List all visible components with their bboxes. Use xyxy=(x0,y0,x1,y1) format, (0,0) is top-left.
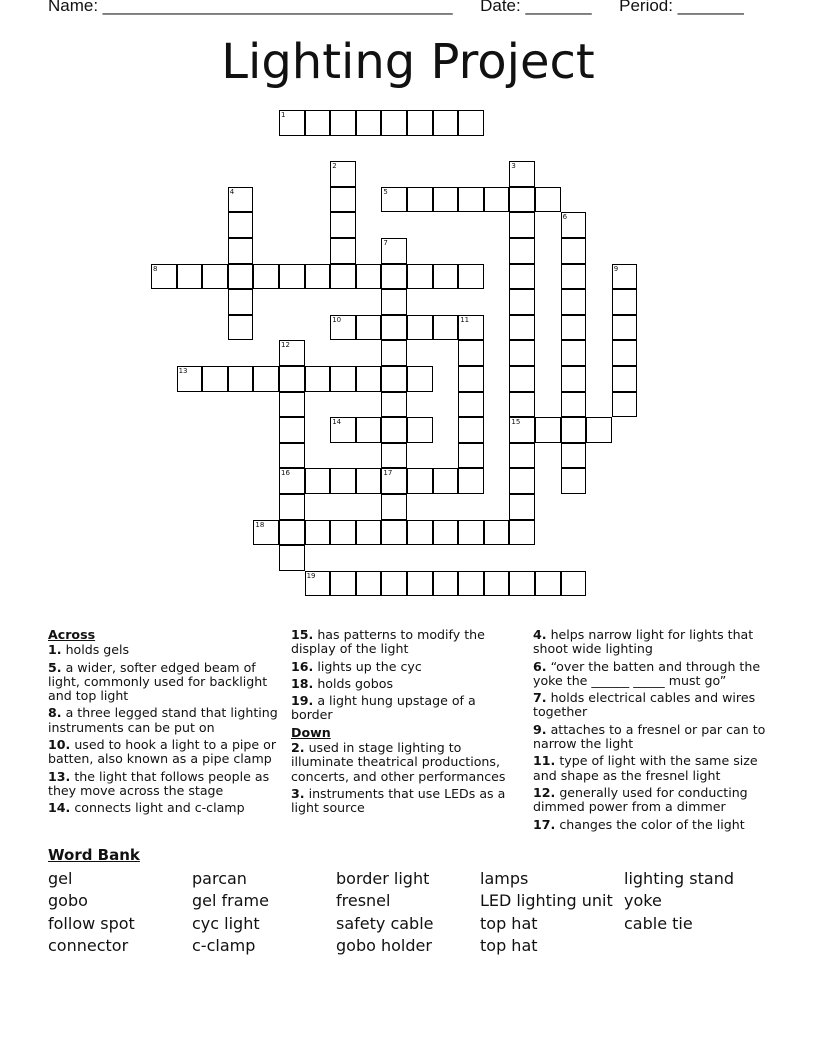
clue-label: 14. xyxy=(48,800,71,816)
clue-label: 1. xyxy=(48,642,62,658)
page-title: Lighting Project xyxy=(221,34,595,90)
across-clue xyxy=(48,801,280,815)
grid-cell[interactable] xyxy=(561,417,587,443)
clues-column-1 xyxy=(48,628,280,819)
clues-column-3 xyxy=(533,628,771,835)
name-field[interactable]: Name: _____________________________________ xyxy=(48,0,453,15)
clue-text: connects light and c-clamp xyxy=(70,800,245,816)
grid-cell[interactable] xyxy=(381,289,407,315)
grid-cell[interactable] xyxy=(279,366,305,392)
clue-label: 4. xyxy=(533,627,547,642)
word-bank-item: LED lighting unit xyxy=(480,891,613,911)
grid-cell[interactable] xyxy=(458,110,484,136)
grid-cell[interactable] xyxy=(356,417,382,443)
grid-cell[interactable] xyxy=(305,468,331,494)
word-bank-item: lighting stand xyxy=(624,869,734,888)
grid-cell[interactable] xyxy=(484,571,510,597)
grid-cell[interactable] xyxy=(407,417,433,443)
grid-cell[interactable] xyxy=(279,443,305,469)
grid-cell[interactable] xyxy=(561,468,587,494)
word-bank-item: gel frame xyxy=(192,891,269,911)
clues-column-2 xyxy=(291,628,519,819)
clue-number: 3 xyxy=(511,162,516,171)
grid-cell[interactable] xyxy=(458,392,484,418)
clue-label: 18. xyxy=(291,675,314,691)
grid-cell[interactable] xyxy=(279,494,305,520)
clue-number: 1 xyxy=(281,111,286,119)
grid-cell[interactable] xyxy=(381,366,407,392)
grid-cell[interactable] xyxy=(356,468,382,494)
across-clue xyxy=(48,770,280,799)
clue-number: 16 xyxy=(281,469,290,478)
grid-cell[interactable] xyxy=(509,571,535,597)
clue-text: a light hung upstage of a border xyxy=(291,693,476,723)
grid-cell[interactable] xyxy=(458,366,484,392)
clue-text: type of light with the same size and shape as the fresnel light xyxy=(533,753,758,783)
clue-number: 19 xyxy=(306,571,316,580)
grid-cell[interactable] xyxy=(356,264,382,290)
grid-cell[interactable] xyxy=(458,468,484,494)
grid-cell[interactable] xyxy=(356,315,382,341)
clue-text: used in stage lighting to illuminate theatrical productions, concerts, and other performances xyxy=(291,740,506,784)
grid-cell[interactable] xyxy=(612,315,638,341)
grid-cell[interactable] xyxy=(407,264,433,290)
down-clue xyxy=(533,754,771,783)
down-clue xyxy=(533,660,771,689)
grid-cell[interactable] xyxy=(381,494,407,520)
grid-cell[interactable] xyxy=(330,520,356,546)
clue-text: helps narrow light for lights that shoot wide lighting xyxy=(533,627,754,657)
clue-number: 18 xyxy=(255,520,265,529)
grid-cell[interactable] xyxy=(279,520,305,546)
word-bank-item: gobo xyxy=(48,891,88,911)
grid-cell[interactable] xyxy=(279,417,305,443)
grid-cell[interactable] xyxy=(509,212,535,238)
grid-cell[interactable] xyxy=(356,110,382,136)
down-clue xyxy=(291,741,519,784)
grid-cell[interactable] xyxy=(509,238,535,264)
grid-cell[interactable] xyxy=(330,366,356,392)
grid-cell[interactable] xyxy=(305,264,331,290)
clue-text: changes the color of the light xyxy=(555,816,745,832)
grid-cell[interactable] xyxy=(407,110,433,136)
clue-label: 11. xyxy=(533,753,556,769)
word-bank xyxy=(48,868,768,958)
grid-cell[interactable] xyxy=(305,366,331,392)
grid-cell[interactable] xyxy=(279,545,305,571)
across-clue xyxy=(291,628,519,657)
grid-cell[interactable] xyxy=(458,187,484,213)
grid-cell[interactable] xyxy=(484,520,510,546)
grid-cell[interactable] xyxy=(381,520,407,546)
clue-number: 4 xyxy=(229,187,235,196)
grid-cell[interactable] xyxy=(279,264,305,290)
grid-cell[interactable] xyxy=(330,110,356,136)
grid-cell[interactable] xyxy=(433,520,459,546)
clue-number: 13 xyxy=(178,367,188,375)
grid-cell[interactable] xyxy=(253,366,279,392)
grid-cell[interactable] xyxy=(509,366,535,392)
clue-text: the light that follows people as they move across the stage xyxy=(48,768,270,798)
clue-label: 17. xyxy=(533,816,556,832)
grid-cell[interactable] xyxy=(433,571,459,597)
grid-cell[interactable] xyxy=(202,264,228,290)
word-bank-item: connector xyxy=(48,936,129,956)
clue-label: 6. xyxy=(533,658,547,674)
down-clue xyxy=(533,628,771,657)
clue-label: 9. xyxy=(533,721,547,737)
grid-cell[interactable] xyxy=(509,315,535,341)
grid-cell[interactable] xyxy=(381,392,407,418)
grid-cell[interactable] xyxy=(433,468,459,494)
down-clue xyxy=(291,787,519,816)
grid-cell[interactable] xyxy=(356,520,382,546)
word-bank-item: cable tie xyxy=(624,913,693,933)
word-bank-item: gobo holder xyxy=(336,936,432,956)
clue-text: holds gels xyxy=(61,642,130,658)
clue-label: 10. xyxy=(48,737,71,753)
grid-cell[interactable] xyxy=(381,340,407,366)
grid-cell[interactable] xyxy=(509,468,535,494)
across-heading: Across xyxy=(48,627,96,642)
grid-cell[interactable] xyxy=(612,366,638,392)
clue-text: has patterns to modify the display of the light xyxy=(291,627,485,657)
grid-cell[interactable] xyxy=(509,443,535,469)
word-bank-item: lamps xyxy=(480,869,529,888)
grid-cell[interactable] xyxy=(330,212,356,238)
grid-cell[interactable] xyxy=(330,238,356,264)
clue-number: 11 xyxy=(460,315,470,324)
clue-number: 9 xyxy=(613,264,619,273)
grid-cell[interactable] xyxy=(586,417,612,443)
grid-cell[interactable] xyxy=(458,443,484,469)
period-field[interactable]: Period: _______ xyxy=(619,0,744,15)
across-clue xyxy=(291,677,519,691)
grid-cell[interactable] xyxy=(228,212,254,238)
grid-cell[interactable] xyxy=(253,264,279,290)
grid-cell[interactable] xyxy=(484,187,510,213)
grid-cell[interactable] xyxy=(228,366,254,392)
clue-label: 13. xyxy=(48,768,71,784)
grid-cell[interactable] xyxy=(458,417,484,443)
across-clue xyxy=(48,643,280,657)
grid-cell[interactable] xyxy=(356,366,382,392)
grid-cell[interactable] xyxy=(279,392,305,418)
clue-text: a wider, softer edged beam of light, commonly used for backlight and top light xyxy=(48,659,268,704)
across-clue xyxy=(48,738,280,767)
grid-cell[interactable] xyxy=(561,289,587,315)
grid-cell[interactable] xyxy=(561,315,587,341)
grid-cell[interactable] xyxy=(509,264,535,290)
grid-cell[interactable] xyxy=(433,110,459,136)
grid-cell[interactable] xyxy=(509,187,535,213)
clue-label: 2. xyxy=(291,740,305,756)
down-clue xyxy=(533,723,771,752)
clue-number: 7 xyxy=(383,239,388,247)
grid-cell[interactable] xyxy=(381,315,407,341)
grid-cell[interactable] xyxy=(228,315,254,341)
clue-label: 15. xyxy=(291,627,314,642)
grid-cell[interactable] xyxy=(407,366,433,392)
grid-cell[interactable] xyxy=(509,520,535,546)
across-clue xyxy=(291,660,519,674)
grid-cell[interactable] xyxy=(561,238,587,264)
across-clue xyxy=(48,661,280,704)
grid-cell[interactable] xyxy=(535,187,561,213)
clue-label: 16. xyxy=(291,658,314,674)
grid-cell[interactable] xyxy=(433,187,459,213)
clue-number: 14 xyxy=(332,418,342,427)
grid-cell[interactable] xyxy=(177,264,203,290)
word-bank-item: gel xyxy=(48,869,73,888)
grid-cell[interactable] xyxy=(381,110,407,136)
grid-cell[interactable] xyxy=(458,520,484,546)
grid-cell[interactable] xyxy=(433,315,459,341)
grid-cell[interactable] xyxy=(407,187,433,213)
grid-cell[interactable] xyxy=(561,366,587,392)
grid-cell[interactable] xyxy=(612,289,638,315)
clue-text: lights up the cyc xyxy=(313,658,422,674)
clue-label: 7. xyxy=(533,690,547,706)
grid-cell[interactable] xyxy=(305,520,331,546)
grid-cell[interactable] xyxy=(228,264,254,290)
down-heading: Down xyxy=(291,724,331,740)
word-bank-item: top hat xyxy=(480,913,538,933)
grid-cell[interactable] xyxy=(535,571,561,597)
grid-cell[interactable] xyxy=(202,366,228,392)
grid-cell[interactable] xyxy=(330,571,356,597)
grid-cell[interactable] xyxy=(612,392,638,418)
grid-cell[interactable] xyxy=(330,468,356,494)
across-clue xyxy=(291,694,519,723)
grid-cell[interactable] xyxy=(305,110,331,136)
word-bank-item: safety cable xyxy=(336,913,434,933)
grid-cell[interactable] xyxy=(509,340,535,366)
clue-text: used to hook a light to a pipe or batten, also known as a pipe clamp xyxy=(48,737,277,767)
clue-number: 15 xyxy=(511,418,521,427)
grid-cell[interactable] xyxy=(458,340,484,366)
clue-number: 6 xyxy=(562,213,568,222)
grid-cell[interactable] xyxy=(330,187,356,213)
grid-cell[interactable] xyxy=(535,417,561,443)
down-clue xyxy=(533,786,771,815)
grid-cell[interactable] xyxy=(228,289,254,315)
clue-text: holds gobos xyxy=(313,675,394,691)
word-bank-item: fresnel xyxy=(336,891,391,911)
word-bank-item: cyc light xyxy=(192,913,260,933)
grid-cell[interactable] xyxy=(458,264,484,290)
grid-cell[interactable] xyxy=(509,392,535,418)
grid-cell[interactable] xyxy=(381,443,407,469)
clue-label: 3. xyxy=(291,785,305,801)
clue-text: instruments that use LEDs as a light source xyxy=(291,785,506,816)
clue-text: attaches to a fresnel or par can to narrow the light xyxy=(533,721,766,752)
grid-cell[interactable] xyxy=(509,289,535,315)
word-bank-item: yoke xyxy=(624,891,662,911)
grid-cell[interactable] xyxy=(561,264,587,290)
clue-text: generally used for conducting dimmed power from a dimmer xyxy=(533,784,748,815)
grid-cell[interactable] xyxy=(381,417,407,443)
grid-cell[interactable] xyxy=(561,392,587,418)
grid-cell[interactable] xyxy=(561,443,587,469)
grid-cell[interactable] xyxy=(407,315,433,341)
clue-number: 5 xyxy=(383,187,388,196)
grid-cell[interactable] xyxy=(509,494,535,520)
word-bank-item: follow spot xyxy=(48,913,135,933)
clue-number: 17 xyxy=(383,469,393,478)
grid-cell[interactable] xyxy=(330,264,356,290)
grid-cell[interactable] xyxy=(228,238,254,264)
clue-label: 19. xyxy=(291,693,314,709)
clue-number: 2 xyxy=(332,162,337,171)
word-bank-item: c-clamp xyxy=(192,936,256,956)
down-clue xyxy=(533,691,771,720)
date-field[interactable]: Date: _______ xyxy=(480,0,592,15)
grid-cell[interactable] xyxy=(381,264,407,290)
across-clue xyxy=(48,706,280,735)
grid-cell[interactable] xyxy=(407,468,433,494)
word-bank-item: top hat xyxy=(480,936,538,956)
clue-text: a three legged stand that lighting instruments can be put on xyxy=(48,705,278,735)
clue-text: holds electrical cables and wires together xyxy=(533,690,756,720)
grid-cell[interactable] xyxy=(407,571,433,597)
grid-cell[interactable] xyxy=(458,571,484,597)
grid-cell[interactable] xyxy=(561,340,587,366)
grid-cell[interactable] xyxy=(612,340,638,366)
word-bank-heading: Word Bank xyxy=(48,846,140,864)
word-bank-item: parcan xyxy=(192,869,247,888)
grid-cell[interactable] xyxy=(356,571,382,597)
grid-cell[interactable] xyxy=(407,520,433,546)
clue-number: 8 xyxy=(153,264,158,273)
clue-label: 12. xyxy=(533,784,556,800)
clue-text: “over the batten and through the yoke the ______ _____ must go” xyxy=(533,658,761,688)
clue-number: 10 xyxy=(332,315,342,324)
clue-label: 8. xyxy=(48,705,62,721)
clue-label: 5. xyxy=(48,659,62,675)
word-bank-item: border light xyxy=(336,869,430,888)
grid-cell[interactable] xyxy=(381,571,407,597)
clue-number: 12 xyxy=(281,341,290,350)
grid-cell[interactable] xyxy=(561,571,587,597)
grid-cell[interactable] xyxy=(433,264,459,290)
down-clue xyxy=(533,818,771,832)
